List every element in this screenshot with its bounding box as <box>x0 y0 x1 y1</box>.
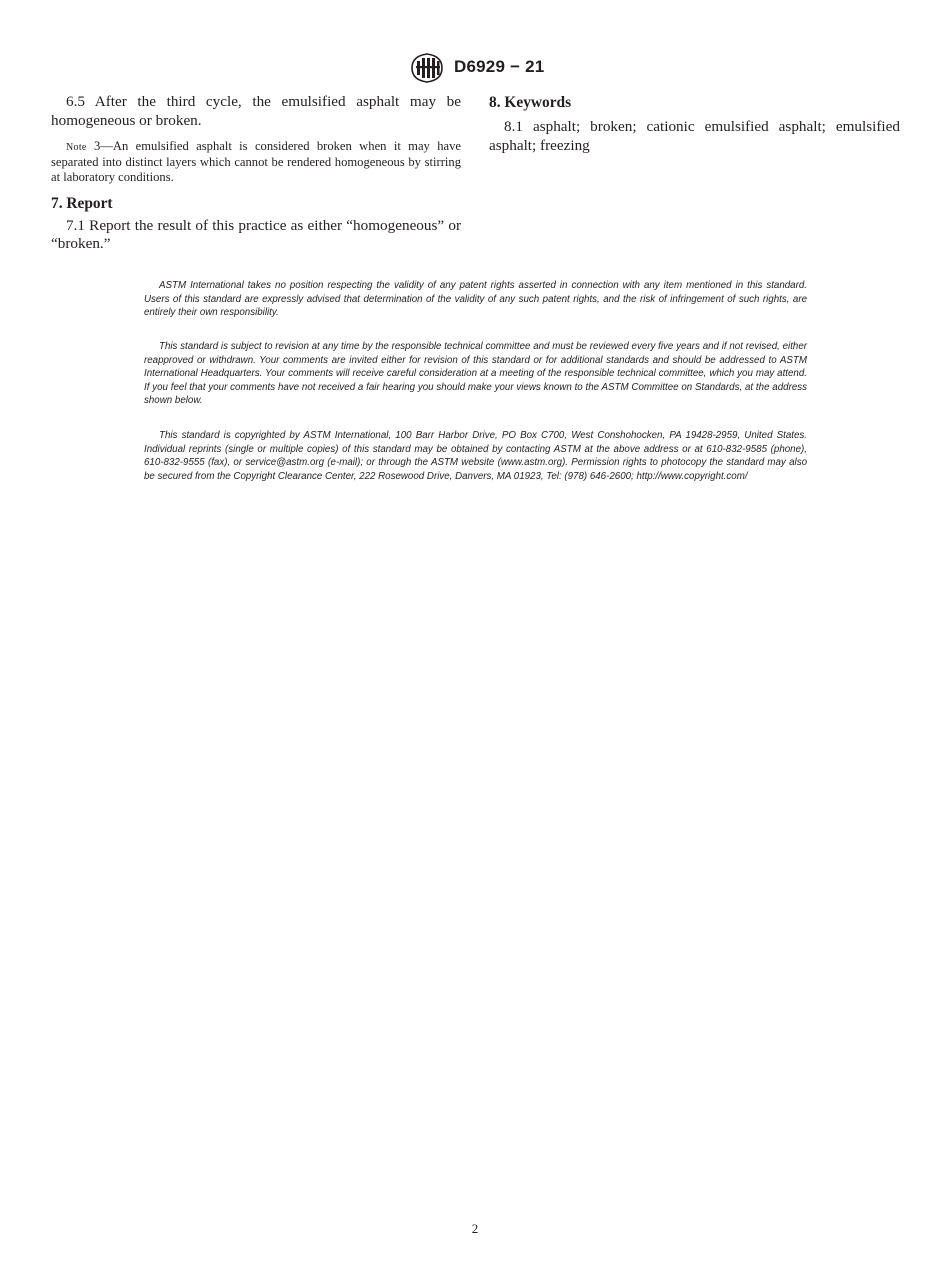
note-3-text: 3—An emulsified asphalt is considered broken when it may have separated into distinct layers which cannot be rendered homogeneous by stirring at laboratory conditions. <box>51 139 461 185</box>
left-column <box>51 93 461 254</box>
page-header <box>0 52 950 86</box>
paragraph-6-5: 6.5 After the third cycle, the emulsified asphalt may be homogeneous or broken. <box>51 93 461 129</box>
astm-logo-icon <box>408 52 446 84</box>
copyright-statement: This standard is copyrighted by ASTM International, 100 Barr Harbor Drive, PO Box C700, West Conshohocken, PA 19428-2959, United States. Individual reprints (single or multiple copies) of this standard may be obtained by contacting ASTM at the above address or at 610-832-9585 (phone), 610-832-9555 (fax), or service@astm.org (e-mail); or through the ASTM website (www.astm.org). Permission rights to photocopy the standard may also be secured from the Copyright Clearance Center, 222 Rosewood Drive, Danvers, MA 01923, Tel: (978) 646-2600; http://www.copyright.com/ <box>144 430 807 482</box>
note-3 <box>51 139 461 186</box>
revision-statement: This standard is subject to revision at any time by the responsible technical committee and must be reviewed every five years and if not revised, either reapproved or withdrawn. Your comments are invited either for revision of this standard or for additional standards and should be addressed to ASTM International Headquarters. Your comments will receive careful consideration at a meeting of the responsible technical committee, which you may attend. If you feel that your comments have not received a fair hearing you should make your views known to the ASTM Committee on Standards, at the address shown below. <box>144 341 807 407</box>
patent-statement: ASTM International takes no position respecting the validity of any patent rights asserted in connection with any item mentioned in this standard. Users of this standard are expressly advised that determination of the validity of any such patent rights, and the risk of infringement of such rights, are entirely their own responsibility. <box>144 280 807 319</box>
right-column <box>489 93 900 155</box>
paragraph-7-1: 7.1 Report the result of this practice as either “homogeneous” or “broken.” <box>51 216 461 253</box>
page-number: 2 <box>471 1221 479 1236</box>
standard-designation: D6929 − 21 <box>454 57 545 76</box>
section-7-heading: 7. Report <box>51 194 113 212</box>
paragraph-8-1: 8.1 asphalt; broken; cationic emulsified asphalt; emulsified asphalt; freezing <box>489 118 900 154</box>
section-8-heading: 8. Keywords <box>489 94 572 111</box>
note-3-label: Note <box>66 142 87 153</box>
